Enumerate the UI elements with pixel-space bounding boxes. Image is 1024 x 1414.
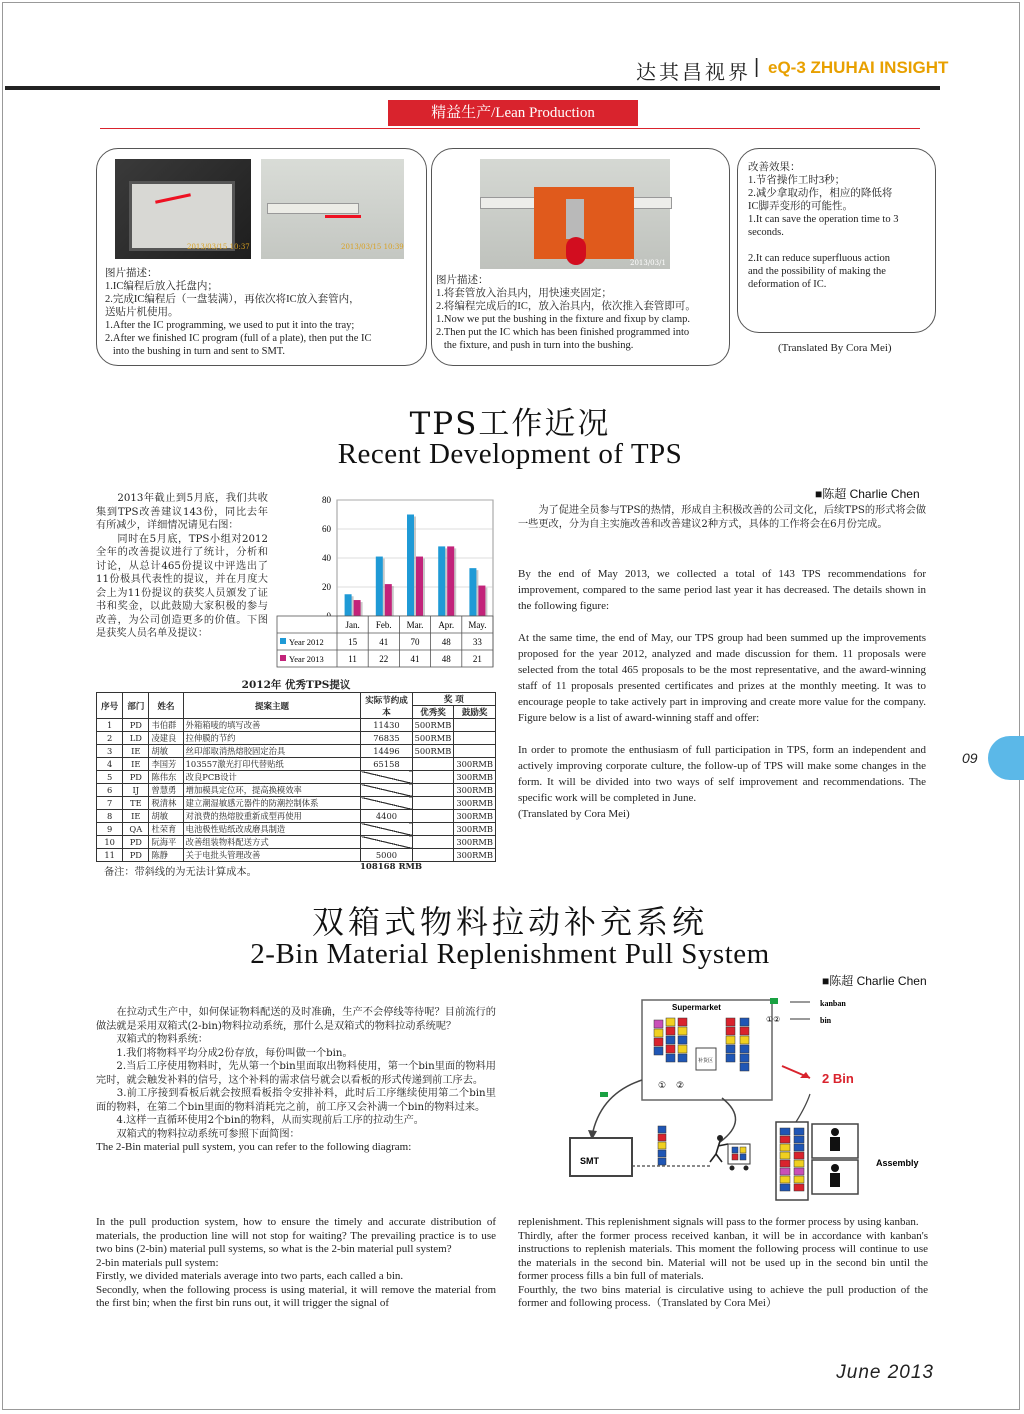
bar-year-2013 (385, 584, 392, 616)
cell-dept: IJ (123, 784, 149, 797)
supermarket-label: Supermarket (672, 1003, 721, 1012)
tps-right-cn: 为了促进全员参与TPS的热情，形成自主积极改善的公司文化，后续TPS的形式将会做一些更改，分为自主实施改善和改善建议2种方式，具体的工作将会在6月份完成。 (518, 505, 927, 530)
table-row (97, 758, 496, 771)
chart-data-table (277, 616, 493, 667)
col-topic: 提案主题 (183, 693, 361, 719)
cell-topic: 丝印部取消热熔胶固定治具 (183, 745, 361, 758)
supermarket-bin (666, 1018, 675, 1026)
supermarket-bin (666, 1027, 675, 1035)
bar-year-2013 (354, 600, 361, 616)
cell-en: 300RMB (454, 849, 496, 862)
cell-no: 2 (97, 732, 123, 745)
table-row (97, 797, 496, 810)
smt-output-bins (658, 1126, 666, 1165)
x-tick-label: Jan. (345, 620, 360, 630)
page-tab (988, 736, 1024, 780)
cell-en: 300RMB (454, 771, 496, 784)
supermarket-bin (666, 1045, 675, 1053)
table-row (97, 810, 496, 823)
cell-no: 6 (97, 784, 123, 797)
cell-dept: IE (123, 810, 149, 823)
rack-bin (780, 1136, 790, 1143)
page-number: 09 (962, 750, 978, 766)
cell-no: 7 (97, 797, 123, 810)
cell-saving (361, 797, 412, 810)
supermarket-bin (740, 1018, 749, 1026)
cell-name: 阮海平 (149, 836, 183, 849)
col-encourage: 鼓励奖 (454, 706, 496, 719)
cell-dept: LD (123, 732, 149, 745)
bin-title-en: 2-Bin Material Replenishment Pull System (250, 938, 770, 970)
data-value-label: 41 (379, 637, 389, 647)
cell-name: 胡敏 (149, 810, 183, 823)
supermarket-bin (740, 1036, 749, 1044)
supermarket-bin (666, 1054, 675, 1062)
cell-dept: PD (123, 719, 149, 732)
rack-bin (780, 1160, 790, 1167)
tps-right-en: By the end of May 2013, we collected a total of 143 TPS recommendations for improvement, compared to the same period last year it has decreased. The details shown in the following figure: At the same time, the end of May, our TPS group had been summed up the improvements proposed for the year 2012, analyzed and made discussion for them. 11 proposals were selected from the total 465 proposals to be the most representative, and the award-winning staff of 11 proposals presented certificates and prizes at the monthly meeting. It was to encourage people to take actively part in improving and create more value for the company. Figure below is a list of award-winning staff and offer: In order to promote the enthusiasm of full participation in TPS, form an independent and actively improving corporate culture, the follow-up of TPS will make some changes in the form. It will be divided into two ways of self improvement and recommendations. The specific work will be completed in June. (Translated by Cora Mei) (518, 568, 926, 820)
smt-label: SMT (580, 1156, 599, 1166)
section-tab: 精益生产/Lean Production (388, 100, 638, 126)
tps-author: ■陈超 Charlie Chen (815, 487, 920, 501)
cell-saving: 5000 (361, 849, 412, 862)
cell-en (454, 745, 496, 758)
cell-topic: 增加模具定位环，提高换模效率 (183, 784, 361, 797)
cell-topic: 103557激光打印代替贴纸 (183, 758, 361, 771)
cell-en (454, 719, 496, 732)
tps-title-en: Recent Development of TPS (337, 438, 683, 470)
cell-saving: 11430 (361, 719, 412, 732)
issue-date: June 2013 (836, 1362, 934, 1383)
cell-ex (412, 823, 454, 836)
x-tick-label: May. (468, 620, 487, 630)
cell-name: 胡敏 (149, 745, 183, 758)
assembly-label: Assembly (876, 1158, 919, 1168)
cell-topic: 拉伸膜的节约 (183, 732, 361, 745)
col-excellent: 优秀奖 (412, 706, 454, 719)
cell-name: 凌建良 (149, 732, 183, 745)
data-value-label: 11 (348, 654, 357, 664)
cell-saving (361, 823, 412, 836)
delivery-flow-arrow (720, 1098, 736, 1142)
x-tick-label: Feb. (375, 620, 392, 630)
rack-bin (780, 1184, 790, 1191)
tps-bar-chart (275, 492, 497, 670)
tps-table-title: 2012年 优秀TPS提议 (241, 679, 351, 691)
cart-bin (732, 1154, 738, 1160)
cell-topic: 改良PCB设计 (183, 771, 361, 784)
cell-saving: 65158 (361, 758, 412, 771)
cell-name: 曾慧勇 (149, 784, 183, 797)
supermarket-bin (678, 1045, 687, 1053)
lean-box-1 (96, 148, 427, 366)
cell-en: 300RMB (454, 810, 496, 823)
cell-name: 陈静 (149, 849, 183, 862)
tps-title-cn: TPS工作近况 (409, 406, 611, 442)
rack-bin (794, 1184, 804, 1191)
return-flow-arrow (796, 1094, 810, 1122)
col-award: 奖 项 (412, 693, 495, 706)
box2-caption: 图片描述： 1.将套管放入治具内，用快速夹固定； 2.将编程完成后的IC，放入治具内，依次推入套管即可。 1.Now we put the bushing in the fixture and fixup by clamp. 2.Then put the IC which has been finished programmed into the fixture, and push in turn into the bushing. (436, 275, 696, 351)
cell-ex (412, 810, 454, 823)
box3-translator: (Translated By Cora Mei) (778, 342, 892, 354)
cell-no: 10 (97, 836, 123, 849)
cell-name: 李国芳 (149, 758, 183, 771)
cell-saving: 4400 (361, 810, 412, 823)
cell-no: 1 (97, 719, 123, 732)
cell-saving (361, 784, 412, 797)
legend-bin-label: bin (820, 1016, 832, 1025)
supermarket-bin (726, 1036, 735, 1044)
cell-dept: PD (123, 771, 149, 784)
bin-author: ■陈超 Charlie Chen (822, 974, 927, 988)
cart-bin (740, 1154, 746, 1160)
supermarket-bin (678, 1027, 687, 1035)
cell-name: 税清林 (149, 797, 183, 810)
rack-bin (780, 1152, 790, 1159)
y-tick-label: 80 (322, 495, 331, 505)
supermarket-bin (654, 1029, 663, 1037)
two-bin-label: 2 Bin (822, 1071, 854, 1086)
col-saving: 实际节约成本 (361, 693, 412, 719)
cell-en: 300RMB (454, 784, 496, 797)
bin-title-cn: 双箱式物料拉动补充系统 (311, 903, 708, 941)
cell-ex (412, 797, 454, 810)
rack-bin (794, 1144, 804, 1151)
smt-bin (658, 1134, 666, 1141)
kanban-flow-arrow (592, 1080, 642, 1136)
bin-cn-text: 在拉动式生产中，如何保证物料配送的及时准确，生产不会停线等待呢？目前流行的做法就是采用双箱式(2-bin)物料拉动系统，那什么是双箱式的物料拉动系统呢？ 双箱式的物料系统： 1.我们将物料平均分成2份存放，每份叫做一个bin。 2.当后工序使用物料时，先从第一个bin里面取出物料使用，第一个bin里面的物料用完时，就会触发补料的信号，这个补料的需求信号就会以看板的形式传递到前工序去。 3.前工序接到看板后就会按照看板指令安排补料，此时后工序继续使用第二个bin里面的物料，在第二个bin里面的物料消耗完之前，前工序又会补满一个bin的物料过来。 4.这样一直循环使用2个bin的物料，从而实现前后工序的拉动生产。 双箱式的物料拉动系统可参照下面简图： The 2-Bin material pull system, you can refer to the following diagram: (96, 1007, 496, 1153)
y-tick-label: 40 (322, 553, 331, 563)
bin-en-left: In the pull production system, how to ensure the timely and accurate distribution of materials, the production line will not stop for waiting? The prevailing practice is to use two bins (2-bin) material pull systems, so what is the 2-bin material pull system? 2-bin materials pull system: Firstly, we divided materials average into two parts, each called a bin. Secondly, when the following process is using material, it will remove the material from the first bin; when the first bin runs out, it will trigger the signal of (96, 1216, 496, 1309)
table-row (97, 784, 496, 797)
table-row (97, 836, 496, 849)
cell-ex: 500RMB (412, 732, 454, 745)
cell-saving: 76835 (361, 732, 412, 745)
cell-dept: IE (123, 745, 149, 758)
cell-ex (412, 849, 454, 862)
legend-bin-marks: ①② (766, 1015, 781, 1024)
col-dept: 部门 (123, 693, 149, 719)
bar-year-2012 (469, 568, 476, 616)
data-value-label: 48 (441, 654, 451, 664)
rack-bin (794, 1176, 804, 1183)
cell-ex: 500RMB (412, 719, 454, 732)
data-value-label: 33 (472, 637, 482, 647)
bar-year-2013 (447, 546, 454, 616)
cell-no: 11 (97, 849, 123, 862)
data-value-label: 21 (472, 654, 482, 664)
cell-saving: 14496 (361, 745, 412, 758)
bar-year-2012 (376, 557, 383, 616)
header-rule (5, 86, 940, 90)
legend-label: Year 2012 (289, 637, 324, 647)
cell-ex: 500RMB (412, 745, 454, 758)
supermarket-bin (726, 1027, 735, 1035)
replenish-area-label: 补货区 (698, 1058, 714, 1064)
cart-wheel-right (744, 1166, 749, 1171)
smt-bin (658, 1158, 666, 1165)
cell-dept: PD (123, 836, 149, 849)
bin-mark-1: ① (658, 1081, 667, 1091)
x-tick-label: Apr. (438, 620, 455, 630)
tps-left-text: 2013年截止到5月底，我们共收集到TPS改善建议143份，同比去年有所减少，详细情况请见右图： 同时在5月底，TPS小组对2012全年的改善提议进行了统计，分析和讨论，从总计465份提议中评选出了11份极具代表性的提议，并在月度大会上为11份提议的获奖人员颁发了证书和奖金，以此鼓励大家积极的参与改善，为公司创造更多的价值。下图是获奖人员名单及提议： (96, 493, 268, 639)
cell-en: 300RMB (454, 823, 496, 836)
tps-table-total: 108168 RMB (360, 862, 423, 872)
supermarket-bin (740, 1027, 749, 1035)
bin-mark-2: ② (676, 1081, 685, 1091)
worker-body (710, 1141, 728, 1162)
lean-box-2 (431, 148, 730, 366)
supermarket-bin (678, 1018, 687, 1026)
magazine-title-cn: 达其昌视界 (636, 60, 751, 84)
table-row (97, 771, 496, 784)
worker-head (717, 1135, 723, 1141)
data-value-label: 70 (410, 637, 420, 647)
cell-no: 9 (97, 823, 123, 836)
supermarket-bin (654, 1020, 663, 1028)
supermarket-bin (740, 1063, 749, 1071)
box3-caption: 改善效果： 1.节省操作工时3秒； 2.减少拿取动作，相应的降低将 IC脚弄变形的可能性。 1.It can save the operation time to 3 seconds. 2.It can reduce superfluous action and the possibility of making the deformation of IC. (748, 162, 899, 290)
rack-bin (780, 1168, 790, 1175)
magazine-title-en: eQ-3 ZHUHAI INSIGHT (768, 58, 949, 77)
tps-table-note: 备注：带斜线的为无法计算成本。 (104, 867, 257, 878)
legend-swatch (280, 655, 286, 661)
cell-en (454, 732, 496, 745)
rack-bin (794, 1128, 804, 1135)
cell-dept: PD (123, 849, 149, 862)
supermarket-bin (678, 1036, 687, 1044)
col-no: 序号 (97, 693, 123, 719)
cell-dept: QA (123, 823, 149, 836)
delivery-cart (728, 1144, 750, 1164)
rack-bin (794, 1168, 804, 1175)
table-row (97, 745, 496, 758)
supermarket-bin (654, 1047, 663, 1055)
cart-wheel-left (730, 1166, 735, 1171)
supermarket-bin (740, 1054, 749, 1062)
smt-bin (658, 1150, 666, 1157)
cell-ex (412, 836, 454, 849)
header-separator: | (754, 56, 760, 78)
legend-kanban-swatch (770, 998, 778, 1004)
supermarket-bin (726, 1054, 735, 1062)
data-value-label: 48 (441, 637, 451, 647)
supermarket-bin (678, 1054, 687, 1062)
cell-topic: 电池极性贴纸改成磨具制造 (183, 823, 361, 836)
cell-topic: 改善组装物料配送方式 (183, 836, 361, 849)
bar-year-2012 (407, 515, 414, 617)
bar-year-2013 (416, 557, 423, 616)
cart-bin (740, 1147, 746, 1153)
table-row (97, 732, 496, 745)
bar-year-2012 (345, 594, 352, 616)
cell-no: 4 (97, 758, 123, 771)
legend-label: Year 2013 (289, 654, 324, 664)
lean-box-3 (737, 148, 936, 333)
bin-en-right: replenishment. This replenishment signals will pass to the former process by using kanban. Thirdly, after the former process received kanban, it will be in accordance with kanban's instructions to replenish materials. This moment the following process will continue to use the materials in the second bin. Material will not be used up in the second bin until the former process fills a bin full of materials. Fourthly, the two bins material is circulative using to achieve the pull production of the former and following process.（Translated by Cora Mei） (518, 1216, 928, 1309)
rack-bin (794, 1152, 804, 1159)
ic-bushing-photo: 2013/03/15 10:39 (261, 159, 404, 259)
col-name: 姓名 (149, 693, 183, 719)
rack-bin (780, 1144, 790, 1151)
cell-en: 300RMB (454, 836, 496, 849)
rack-bin (780, 1176, 790, 1183)
cell-ex (412, 784, 454, 797)
tps-award-table (96, 692, 496, 862)
smt-bin (658, 1126, 666, 1133)
bar-year-2013 (478, 586, 485, 616)
supermarket-bin (726, 1045, 735, 1053)
rack-bin (794, 1160, 804, 1167)
rack-bin (794, 1136, 804, 1143)
cell-name: 杜荣育 (149, 823, 183, 836)
award-rows (97, 719, 496, 862)
cell-topic: 建立潮湿敏感元器件的防潮控制体系 (183, 797, 361, 810)
clamp-fixture-photo: 2013/03/1 (480, 159, 670, 269)
supermarket-bin (666, 1036, 675, 1044)
kanban-card-1 (600, 1092, 608, 1097)
cell-no: 3 (97, 745, 123, 758)
cell-no: 8 (97, 810, 123, 823)
rack-bin (780, 1128, 790, 1135)
cell-topic: 关于电批头管理改善 (183, 849, 361, 862)
cell-name: 韦伯群 (149, 719, 183, 732)
cell-saving (361, 771, 412, 784)
cart-bin (732, 1147, 738, 1153)
table-row (97, 719, 496, 732)
cell-topic: 外箱箱唛的填写改善 (183, 719, 361, 732)
supermarket-bin (740, 1045, 749, 1053)
section-rule (100, 128, 920, 129)
legend-kanban-label: kanban (820, 999, 846, 1008)
y-tick-label: 60 (322, 524, 331, 534)
cell-dept: TE (123, 797, 149, 810)
cell-name: 陈伟东 (149, 771, 183, 784)
table-row (97, 823, 496, 836)
cell-en: 300RMB (454, 797, 496, 810)
two-bin-diagram (560, 994, 932, 1204)
data-value-label: 41 (410, 654, 420, 664)
supermarket-bin (726, 1018, 735, 1026)
legend-swatch (280, 638, 286, 644)
cell-no: 5 (97, 771, 123, 784)
bar-year-2012 (438, 546, 445, 616)
cell-en: 300RMB (454, 758, 496, 771)
cell-dept: IE (123, 758, 149, 771)
box1-caption: 图片描述： 1.IC编程后放入托盘内； 2.完成IC编程后（一盘装满），再依次将IC放入套管内， 送贴片机使用。 1.After the IC programming, we used to put it into the tray; 2.After we finished IC program (full of a plate), then put the IC into the bushing in turn and sent to SMT. (105, 268, 372, 357)
ic-tray-photo: 2013/03/15 10:37 (115, 159, 251, 259)
cell-ex (412, 771, 454, 784)
table-row (97, 849, 496, 862)
supermarket-bin (654, 1038, 663, 1046)
cell-saving (361, 836, 412, 849)
data-value-label: 15 (348, 637, 358, 647)
cell-ex (412, 758, 454, 771)
smt-bin (658, 1142, 666, 1149)
data-value-label: 22 (379, 654, 389, 664)
y-tick-label: 20 (322, 582, 331, 592)
cell-topic: 对浪费的热熔胶重新成型再使用 (183, 810, 361, 823)
x-tick-label: Mar. (406, 620, 424, 630)
